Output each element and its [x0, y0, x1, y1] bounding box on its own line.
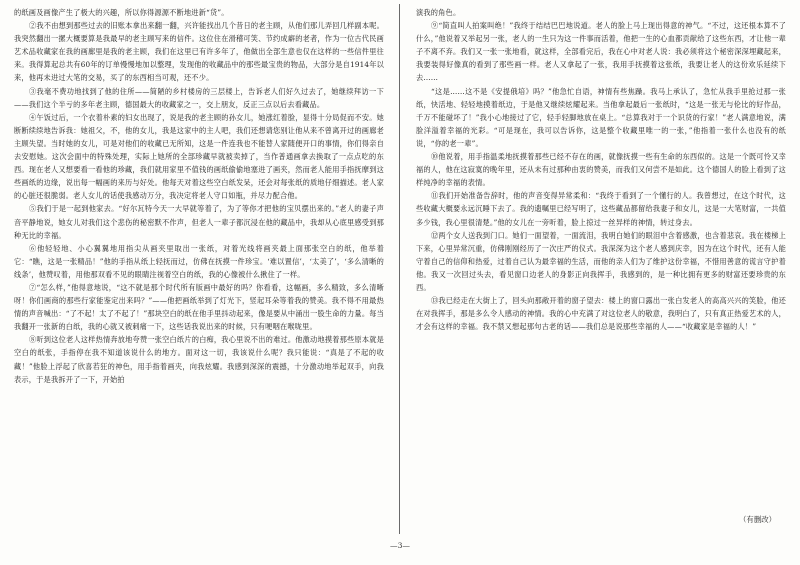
page-number: —3—	[389, 541, 411, 550]
paragraph: ⑨“简直叫人拍案叫绝！”我终于结结巴巴地说道。老人的脸上马上现出得意的神气。“不过，这还根本算不了什么，”他说着又举起另一张，老人的一生只为这一件事而活着，他把一生的心血都贡献给了这些东西，才让他一辈子不离不弃。我们又一张一张地看，就这样，全部看完后，我在心中对老人说：我必须将这个秘密深深埋藏起来，我要装得好像真的看到了那些画一样。老人又拿起了一张，我用手抚摸着这张纸，我要让老人的这份欢乐延续下去……	[416, 21, 786, 83]
paragraph: ⑥他轻轻地、小心翼翼地用指尖从画夹里取出一张纸，对着光线将画夹最上面那张空白的纸，他举着它：“瞧，这是一张精品！”他的手指从纸上轻抚而过，仿佛在抚摸一件珍宝。‘难以置信’，‘太美了’，‘多么清晰的线条’，他赞叹着，用他那双看不见的眼睛注视着空白的纸，我的心像被什么揪住了一样。	[14, 243, 384, 279]
paragraph: ⑬我已经走在大街上了，回头向那敞开着的窗子望去：楼上的窗口露出一张白发老人的高高兴兴的笑脸，他还在对我挥手，那是多么令人感动的神情。我的心中充满了对这位老人的敬意，我明白了，只有真正热爱艺术的人，才会有这样的幸福。我不禁又想起那句古老的话——我们总是说那些幸福的人——“收藏家是幸福的人！”	[416, 296, 786, 332]
paragraph: 演我的角色。	[416, 8, 461, 17]
paragraph: ④午饭过后，一个衣着朴素的妇女出现了，说是我的老主顾的孙女儿，她涨红着脸，显得十分局促而不安。她断断续续地告诉我：她祖父，不，他的女儿，我是这家中的主人吧，我们还想请您别让他从来不曾离开过的画廊老主顾失望。当时她的女儿，可是对他们的收藏已无所知，这是一件连我也不能替人家随便开口的事情，你们得亲自去安慰她。这次会面中的特殊处理，实际上她所的全部珍藏早就被卖掉了，当作普通画拿去换取了一点点吃的东西。现在老人又想要看一看他的珍藏，我们就用家里不值钱的画纸偷偷地塞进了画夹，然而老人能用手指抚摩到这些画纸的边缘，说出每一幅画的来历与好处。他每天对着这些空白纸发呆，还会对每张纸的质地仔细描述。老人家的心脏还很脆弱。老人女儿的话使我感动万分，我决定将老人守口如瓶，并尽力配合他。	[14, 112, 384, 201]
paragraph: ⑫两个女人送我到门口。她们一面望着，一面流泪，我明白她们的眼泪中含着感激，也含着悲哀。我在楼梯上下来，心里异常沉重，仿佛刚刚经历了一次庄严的仪式。我深深为这个老人感到庆幸，因为在这个时代，还有人能守着自己的信仰和热爱，过着自己认为最幸福的生活，而他的亲人们为了维护这份幸福，不惜用善意的谎言守护着他。我又一次回过头去，看见窗口边老人的身影正向我挥手，我感到的，是一种比拥有更多的财富还要珍贵的东西。	[416, 230, 786, 292]
paragraph: ②我不由想到那些过去的旧账本拿出来翻一翻，兴许能找出几个昔日的老主顾，从他们那儿弄回几样副本呢。我突然翻出一摞大概要算是我最早的老主顾写来的信件。这位住在滑稽可笑、节约成癖的老者，作为一位古代民画艺术品收藏家在我的画廊里是我的老主顾，我们在这里已有许多年了，他做出全部生意也仅在这样的一些信件里往来。我得算起总共有60年的订单慢慢地加以整理，发现他的收藏品中的那些最宝贵的物品，大部分是自1914年以来，他再未进过大笔的交易，买了的东西相当可观，还不少。	[14, 21, 384, 83]
paragraph: 的纸画及画像产生了极大的兴趣，所以你得源源不断地进新“货”。	[14, 8, 229, 17]
source-note: （有删改）	[739, 515, 776, 524]
right-column	[416, 6, 786, 534]
paragraph: ⑪我们开始准备告辞时，他的声音变得异常柔和：“我终于看到了一个懂行的人。我曾想过，在这个时代，这些收藏大概要永远沉睡下去了。我的遗嘱里已经写明了，这些藏品都留给我妻子和女儿，这是一大笔财富，一共值多少钱，我心里很清楚。”他的女儿在一旁听着，脸上掠过一丝异样的神情，转过身去。	[416, 191, 786, 227]
paragraph: ⑦“怎么样，”他得意地说，“这不就是那个时代所有版画中最好的吗？你看看，这幅画，多么精致，多么清晰呀！你们画商的那些行家能鉴定出来吗？”——他把画纸举到了灯光下，竖起耳朵等着我的赞美。我不得不用最热情的声音喊出：“了不起！太了不起了！”那块空白的纸在他手里抖动起来，像是要从中涌出一股生命的力量。每当我翻开一张新的白纸，我的心就又被刺痛一下，这些话我说出来的时候，只有哽咽在喉咙里。	[14, 282, 384, 332]
paragraph: ⑤我们于是一起到他家去。“好尔瓦特今天一大早就等着了，为了等你才把他的宝贝摆出来的。”老人的妻子声音平静地说，她女儿对我们这个悲伤的秘密默不作声，但老人一辈子都沉浸在他的藏品中，我却从心底里感受到那种无比的幸福。	[14, 204, 384, 240]
column-divider	[399, 4, 400, 534]
paragraph: ⑩他说着，用手指温柔地抚摸着那些已经不存在的画，就像抚摸一些有生命的东西似的。这是一个既可怜又幸福的人，他在这寂寞的晚年里，还从未有过那种由衷的赞美，而我们又何尝不是如此。这个德国人的脸上看到了这样纯净的幸福的表情。	[416, 152, 786, 188]
left-column	[14, 6, 384, 534]
paragraph: ③我毫不费功地找到了他的住所——简陋的乡村楼房的三层楼上，告诉老人们好久过去了，她继续拜访一下——我们这个半亏的多年老主顾，德国最大的收藏家之一，交上朋友，反正三点以后去看藏品。	[14, 86, 384, 109]
paragraph: ⑧听到这位老人这样热情奔放地夸赞一张空白纸片的白痴，我心里说不出的难过。他激动地摸着那些原本就是空白的纸张，手指停在我不知道该说什么的地方。面对这一切，我该说什么呢？我只能说：“真是了不起的收藏！”他脸上浮起了欣喜若狂的神色，用手指着画夹，向我炫耀。我感到深深的震撼，十分激动地举起双手，向我表示，于是我拆开了一下，开始拍	[14, 335, 384, 384]
paragraph: “这是……这不是《安提俄培》吗？”他急忙自语，神情有些焦躁。我马上承认了，急忙从我手里抢过那一张纸，快活地、轻轻地摸着纸边，于是他又继续炫耀起来。当他拿起最后一张纸时，“这是一张无与伦比的好作品，千万不能碰坏了！”我小心地接过了它，轻手轻脚地放在桌上。“总算我对于一个识货的行家！”老人满意地说，满脸洋溢着幸福的光彩。“可是现在，我可以告诉你，这是整个收藏里唯一的一张，”他指着一张什么也没有的纸说，“你的老一辈”。	[416, 86, 786, 148]
